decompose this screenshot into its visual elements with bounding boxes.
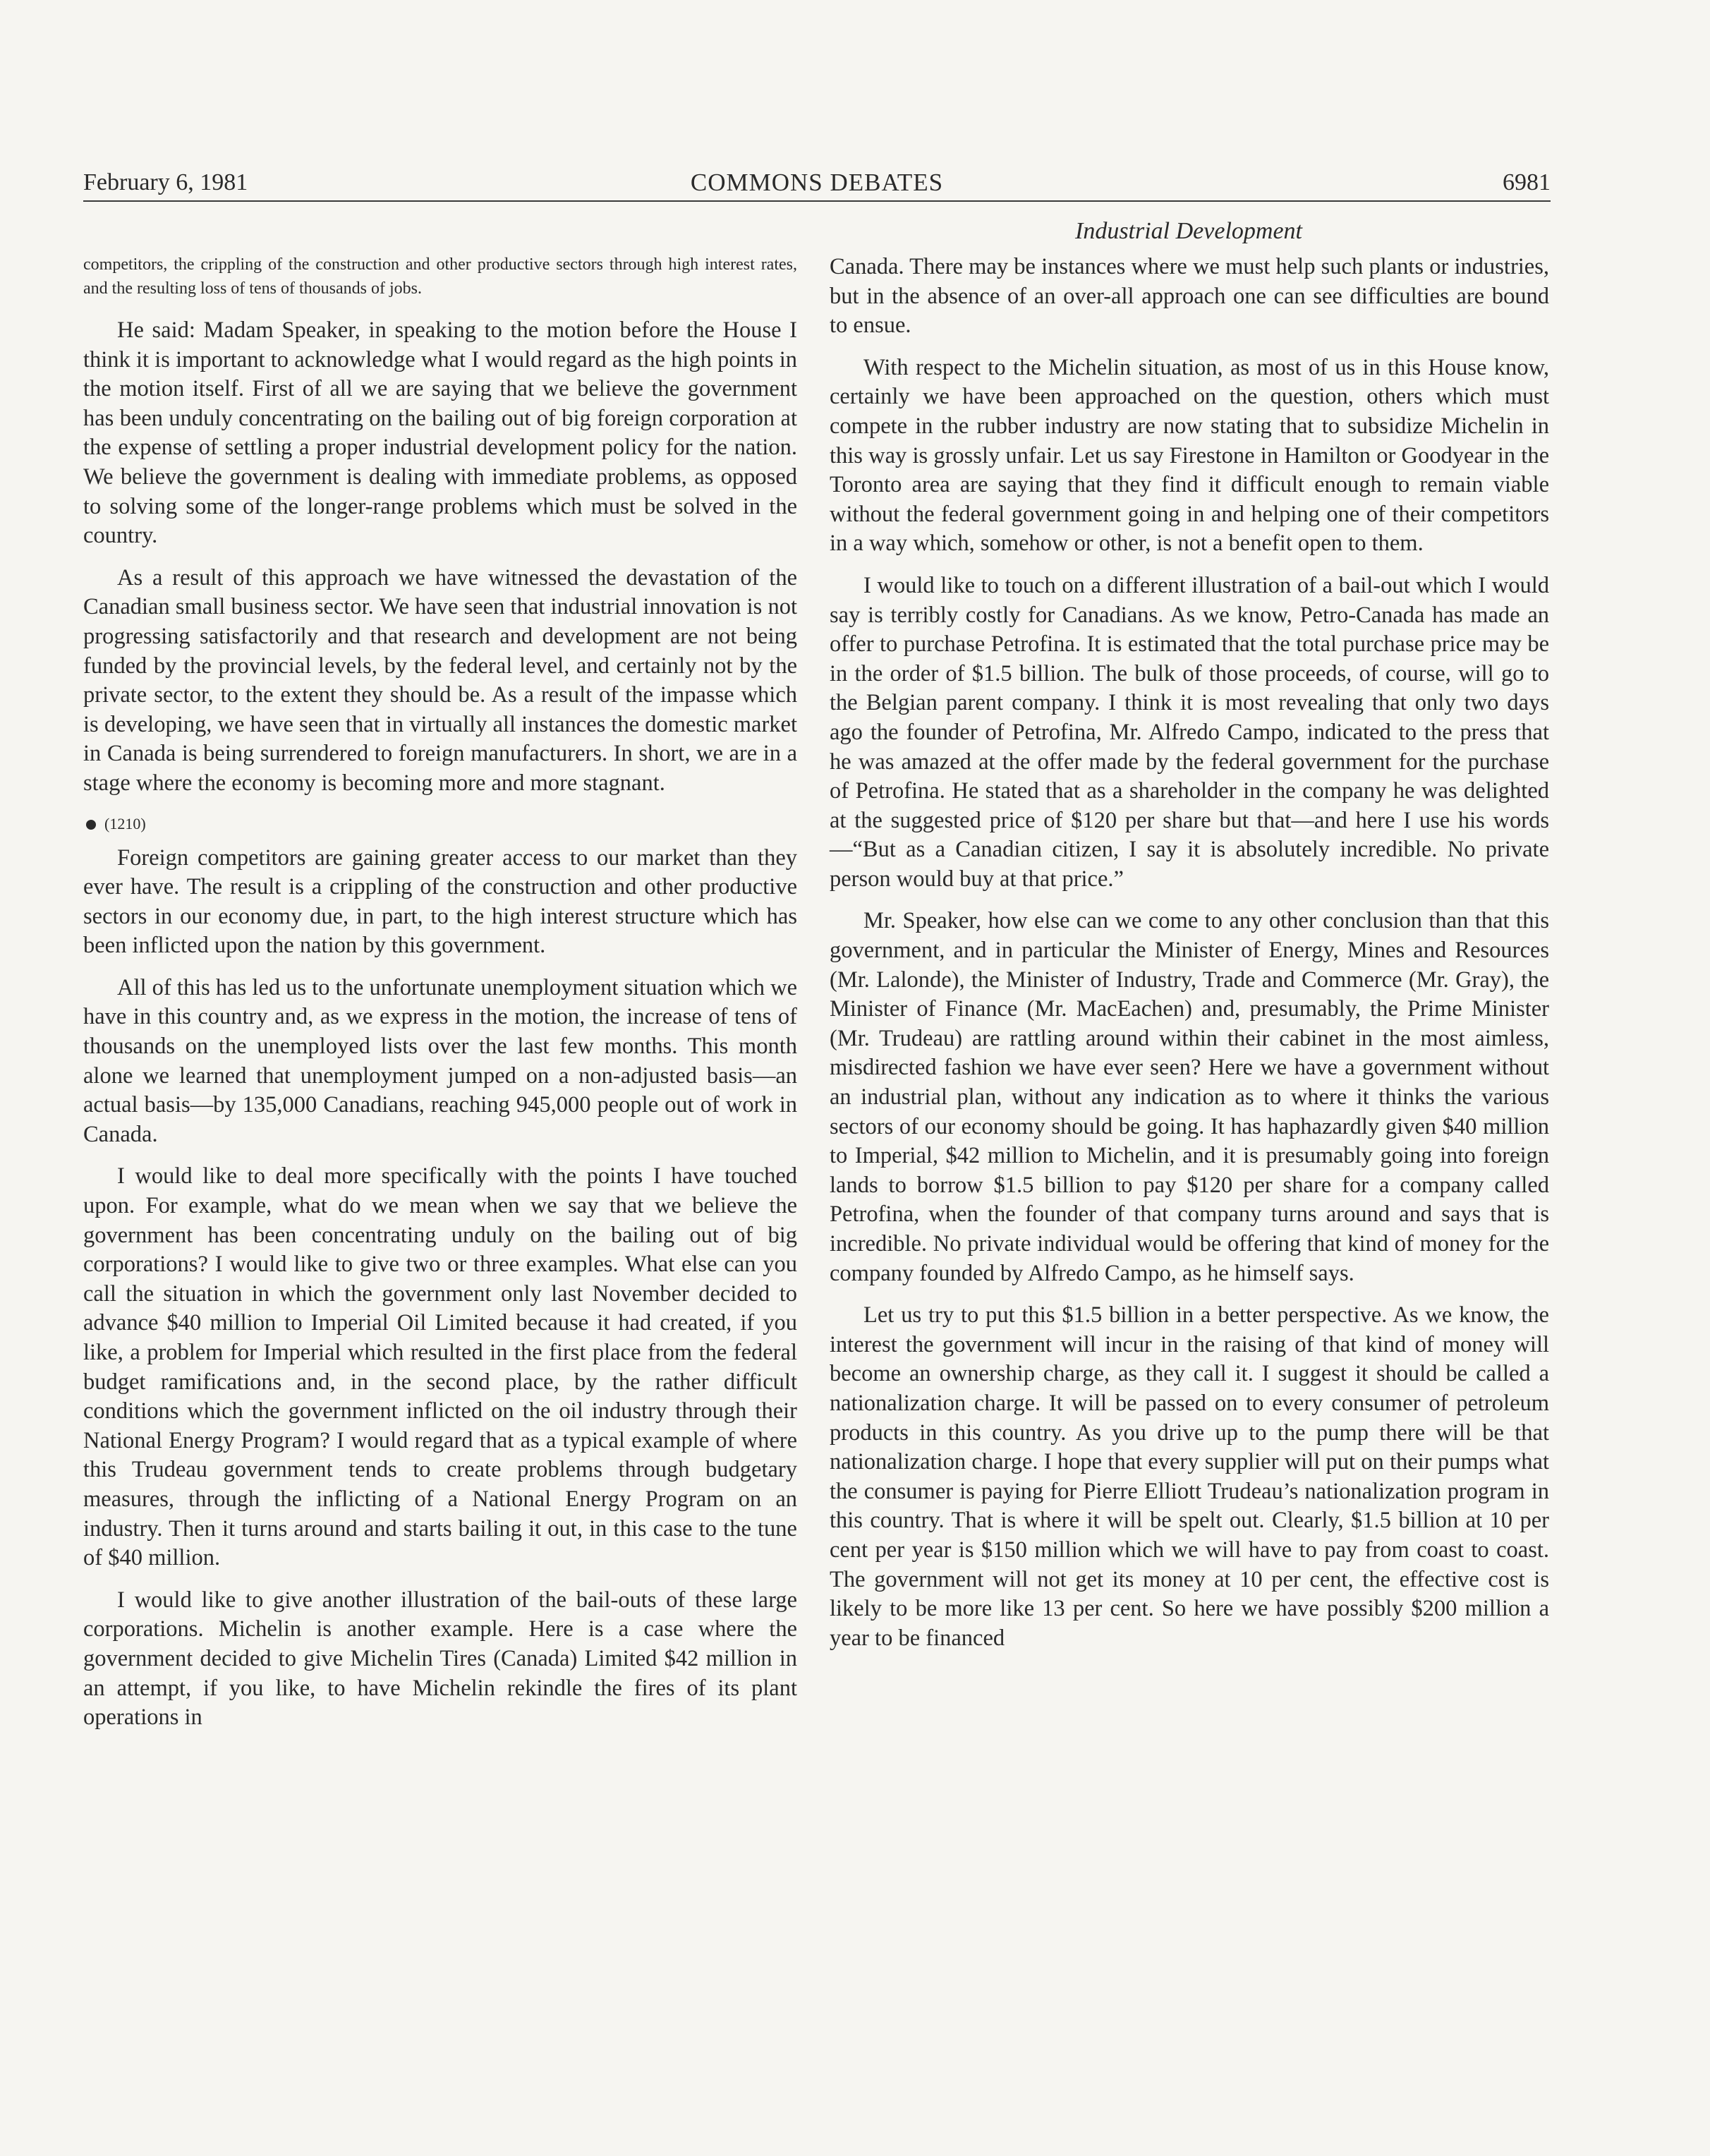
paragraph: All of this has led us to the unfortunate unemployment situation which we have in this country and, as we express in the motion, the increase of tens of thousands on the unemployed lists over the last few months. This month alone we learned that unemployment jumped on a non-adjusted basis—an actual basis—by 135,000 Canadians, reaching 945,000 people out of work in Canada.: [83, 974, 798, 1147]
page-header: [83, 164, 1551, 202]
paragraph: Let us try to put this $1.5 billion in a better perspective. As we know, the interest the government will incur in the raising of that kind of money will become an ownership charge, as they call it. I suggest it should be called a nationalization charge. It will be passed on to every consumer of petroleum products in this country. As you drive up to the pump there will be that nationalization charge. I hope that every supplier will put on their pumps what the consumer is paying for Pierre Elliott Trudeau’s nationalization program in this country. That is where it will be spelt out. Clearly, $1.5 billion at 10 per cent per year is $150 million which we will have to pay from coast to coast. The government will not get its money at 10 per cent, the effective cost is likely to be more like 13 per cent. So here we have possibly $200 million a year to be financed: [830, 1302, 1549, 1651]
continuation-paragraph: Canada. There may be instances where we must help such plants or industries, but in the absence of an over-all approach one can see difficulties are bound to ensue.: [830, 254, 1549, 339]
paragraph: As a result of this approach we have witnessed the devastation of the Canadian small business sector. We have seen that industrial innovation is not progressing satisfactorily and that research and development are not being funded by the provincial levels, by the federal level, and certainly not by the private sector, to the extent they should be. As a result of the impasse which is developing, we have seen that in virtually all instances the domestic market in Canada is being surrendered to foreign manufacturers. In short, we are in a stage where the economy is becoming more and more stagnant.: [83, 564, 797, 796]
paragraph: Foreign competitors are gaining greater access to our market than they ever have. The result is a crippling of the construction and other productive sectors in our economy due, in part, to the high interest structure which has been inflicted upon the nation by this government.: [83, 844, 797, 959]
running-head: Industrial Development: [1075, 218, 1302, 244]
left-column: [83, 253, 797, 1745]
intro-text: competitors, the crippling of the construction and other productive sectors through high interest rates, and the resulting loss of tens of thousands of jobs.: [83, 255, 797, 298]
paragraph: I would like to touch on a different illustration of a bail-out which I would say is terribly costly for Canadians. As we know, Petro-Canada has made an offer to purchase Petrofina. It is estimated that the total purchase price may be in the order of $1.5 billion. The bulk of those proceeds, of course, will go to the Belgian parent company. I think it is most revealing that only two days ago the founder of Petrofina, Mr. Alfredo Campo, indicated to the press that he was amazed at the offer made by the federal government for the purchase of Petrofina. He stated that as a shareholder in the company he was delighted at the suggested price of $120 per share but that—and here I use his words—“But as a Canadian citizen, I say it is absolutely incredible. No private person would buy at that price.”: [830, 572, 1549, 892]
page-number: 6981: [1503, 169, 1551, 195]
time-marker-text: (1210): [104, 814, 146, 832]
publication-title: COMMONS DEBATES: [690, 169, 944, 196]
paragraph: With respect to the Michelin situation, as most of us in this House know, certainly we have been approached on the question, others which must compete in the rubber industry are now stating that to subsidize Michelin in this way is grossly unfair. Let us say Firestone in Hamilton or Goodyear in the Toronto area are saying that they find it difficult enough to remain viable without the federal government going in and helping one of their competitors in a way which, somehow or other, is not a benefit open to them.: [830, 354, 1549, 557]
bullet-icon: [86, 820, 96, 830]
header-rule: [83, 200, 1551, 202]
paragraph: I would like to deal more specifically with the points I have touched upon. For example, what do we mean when we say that we believe the government has been concentrating unduly on the bailing out of big corporations? I would like to give two or three examples. What else can you call the situation in which the government only last November decided to advance $40 million to Imperial Oil Limited because it had created, if you like, a problem for Imperial which resulted in the first place from the federal budget ramifications and, in the second place, by the rather difficult conditions which the government inflicted on the oil industry through their National Energy Program? I would regard that as a typical example of where this Trudeau government tends to create problems through budgetary measures, through the inflicting of a National Energy Program on an industry. Then it turns around and starts bailing it out, in this case to the tune of $40 million.: [83, 1163, 797, 1571]
paragraph: I would like to give another illustration of the bail-outs of these large corporations. Michelin is another example. Here is a case where the government decided to give Michelin Tires (Canada) Limited $42 million in an attempt, if you like, to have Michelin rekindle the fires of its plant operations in: [83, 1587, 797, 1731]
header-date: February 6, 1981: [83, 169, 248, 195]
paragraph: He said: Madam Speaker, in speaking to the motion before the House I think it is important to acknowledge what I would regard as the high points in the motion itself. First of all we are saying that we believe the government has been unduly concentrating on the bailing out of big foreign corporation at the expense of settling a proper industrial development policy for the nation. We believe the government is dealing with immediate problems, as opposed to solving some of the longer-range problems which must be solved in the country.: [83, 317, 797, 549]
right-column: [830, 253, 1549, 1666]
paragraph: Mr. Speaker, how else can we come to any other conclusion than that this government, and in particular the Minister of Energy, Mines and Resources (Mr. Lalonde), the Minister of Industry, Trade and Commerce (Mr. Gray), the Minister of Finance (Mr. MacEachen) and, presumably, the Prime Minister (Mr. Trudeau) are rattling around within their cabinet in the most aimless, misdirected fashion we have ever seen? Here we have a government without an industrial plan, without any indication as to where it thinks the various sectors of our economy should be going. It has haphazardly given $40 million to Imperial, $42 million to Michelin, and it is presumably going into foreign lands to borrow $1.5 billion to pay $120 per share for a company called Petrofina, when the founder of that company turns around and says that is incredible. No private individual would be offering that kind of money for the company founded by Alfredo Campo, as he himself says.: [830, 908, 1549, 1286]
time-marker: [83, 811, 797, 837]
